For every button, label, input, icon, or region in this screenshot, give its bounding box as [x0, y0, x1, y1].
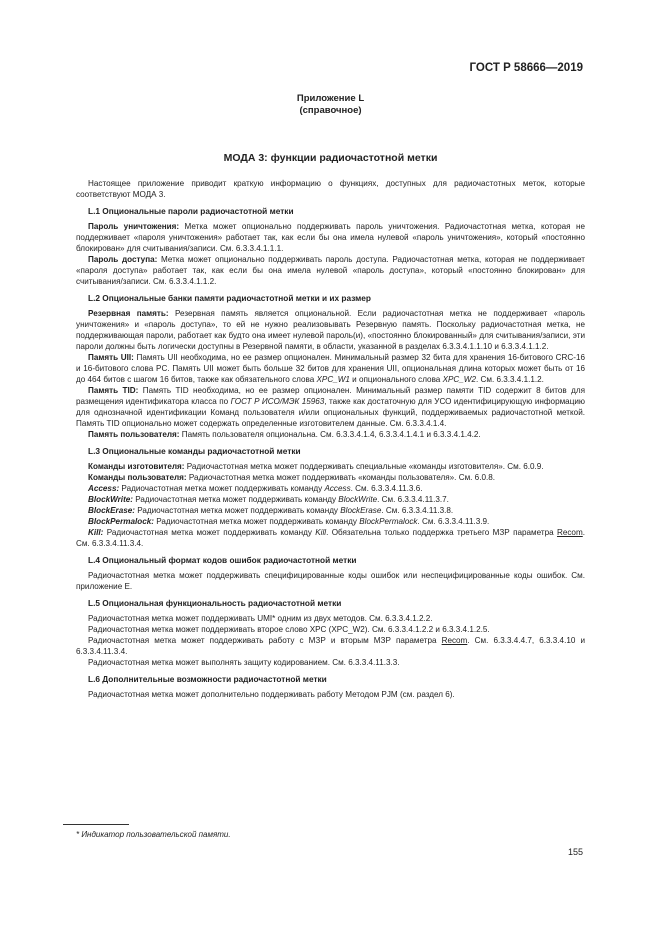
paragraph-text: Метка может опционально поддерживать пароль доступа. Радиочастотная метка, которая не поддерживает «пароля доступа» работает так, как если бы она имела нулевой «пароль доступа», который «постоянно блокирован» для считывания/записи. См. 6.3.3.4.1.1.2.	[76, 255, 585, 286]
term: Резервная память:	[88, 309, 169, 318]
term: Память UII:	[88, 353, 134, 362]
paragraph-text: . См. 6.3.3.4.11.3.6.	[350, 484, 423, 493]
paragraph-text: Радиочастотная метка может поддерживать работу с МЗР и вторым МЗР параметра	[88, 636, 442, 645]
section-heading-l1: L.1 Опциональные пароли радиочастотной метки	[88, 206, 294, 216]
section-heading-l2: L.2 Опциональные банки памяти радиочастотной метки и их размер	[88, 293, 371, 303]
command-term: BlockErase:	[88, 506, 135, 515]
document-body	[76, 178, 585, 700]
appendix-title: Приложение L	[296, 93, 365, 104]
standard-number: ГОСТ Р 58666—2019	[469, 62, 583, 74]
paragraph	[76, 505, 585, 516]
paragraph-text: . См. 6.3.3.4.11.3.9.	[417, 517, 490, 526]
paragraph-text: Память пользователя опциональна. См. 6.3.3.4.1.4, 6.3.3.4.1.4.1 и 6.3.3.4.1.4.2.	[179, 430, 481, 439]
term: Команды изготовителя:	[88, 462, 185, 471]
paragraph-text: . См. 6.3.3.4.11.3.4.	[76, 528, 585, 548]
field-name: XPC_W1	[316, 375, 350, 384]
term: Команды пользователя:	[88, 473, 187, 482]
paragraph	[76, 527, 585, 549]
term: Память пользователя:	[88, 430, 180, 439]
paragraph-text: , также как достаточную для УСО идентифицирующую информацию для однозначной идентификации Команд пользователя и/или опциональных функций, поддерживаемых радиочастотной меткой. Память TID опционально может содержать определенные изготовителем данные. См. 6.3.3.4.1.4.	[76, 397, 585, 428]
paragraph-text: и опционального слова	[349, 375, 443, 384]
appendix-type: (справочное)	[299, 105, 362, 116]
paragraph-text: . См. 6.3.3.4.1.1.2.	[476, 375, 544, 384]
paragraph	[76, 494, 585, 505]
paragraph	[76, 472, 585, 483]
paragraph-text: . См. 6.3.3.4.11.3.7.	[377, 495, 449, 504]
section-heading-l6: L.6 Дополнительные возможности радиочастотной метки	[88, 674, 327, 684]
paragraph-text: Память UII необходима, но ее размер опционален. Минимальный размер 32 бита для хранения 16-битового CRC-16 и 16-битового слова PC. Память UII может быть больше 32 битов для хранения UII, опциональная длина которых может быть от 16 до 464 битов с шагом 16 битов, также как обязательного слова	[76, 353, 585, 384]
paragraph	[76, 385, 585, 429]
command-name: BlockErase	[340, 506, 382, 515]
paragraph	[76, 461, 585, 472]
paragraph-text: Память TID необходима, но ее размер опционален. Минимальный размер памяти TID содержит 8 битов для размещения идентификатора класса по	[76, 386, 586, 406]
command-name: Access	[324, 484, 351, 493]
paragraph-text: . См. 6.3.3.4.4.7, 6.3.3.4.10 и 6.3.3.4.11.3.4.	[76, 636, 585, 656]
command-term: BlockPermalock:	[88, 517, 154, 526]
term: Пароль доступа:	[88, 255, 158, 264]
intro-paragraph: Настоящее приложение приводит краткую информацию о функциях, доступных для радиочастотных меток, которые соответствуют МОДА 3.	[76, 179, 585, 199]
page-title: МОДА 3: функции радиочастотной метки	[223, 152, 438, 164]
command-term: Access:	[88, 484, 120, 493]
paragraph-text: Радиочастотная метка может поддерживать команду	[133, 495, 339, 504]
command-term: Kill:	[88, 528, 104, 537]
paragraph-text: Метка может опционально поддерживать пароль уничтожения. Радиочастотная метка, которая не поддерживает «пароля уничтожения» работает так, как если бы она имела нулевой «пароль уничтожения», который «постоянно блокирован» для считывания/записи. См. 6.3.3.4.1.1.1.	[76, 222, 585, 253]
paragraph	[76, 483, 585, 494]
parameter-name: Recom	[556, 528, 583, 537]
paragraph	[76, 254, 585, 287]
paragraph: Радиочастотная метка может дополнительно поддерживать работу Методом PJM (см. раздел 6).	[88, 690, 455, 699]
paragraph: Радиочастотная метка может поддерживать UMI* одним из двух методов. См. 6.3.3.4.1.2.2.	[88, 614, 433, 623]
paragraph-text: Радиочастотная метка может поддерживать команду	[103, 528, 316, 537]
paragraph-text: Радиочастотная метка может поддерживать команду	[134, 506, 341, 515]
section-heading-l3: L.3 Опциональные команды радиочастотной метки	[88, 446, 301, 456]
paragraph: Радиочастотная метка может выполнять защиту кодированием. См. 6.3.3.4.11.3.3.	[88, 658, 400, 667]
command-name: BlockPermalock	[359, 517, 418, 526]
appendix-label	[0, 93, 661, 117]
paragraph	[76, 221, 585, 254]
footnote: * Индикатор пользовательской памяти.	[76, 830, 231, 839]
parameter-name: Recom	[441, 636, 468, 645]
command-name: Kill	[315, 528, 327, 537]
paragraph-text: Радиочастотная метка может поддерживать специальные «команды изготовителя». См. 6.0.9.	[184, 462, 544, 471]
term: Память TID:	[88, 386, 139, 395]
field-name: XPC_W2	[442, 375, 476, 384]
paragraph-text: Радиочастотная метка может поддерживать команду	[119, 484, 325, 493]
command-term: BlockWrite:	[88, 495, 133, 504]
footnote-separator	[63, 824, 129, 825]
standard-reference: ГОСТ Р ИСО/МЭК 15963	[230, 397, 325, 406]
paragraph	[76, 352, 585, 385]
paragraph	[76, 516, 585, 527]
paragraph: Радиочастотная метка может поддерживать специфицированные коды ошибок или неспецифицированные коды ошибок. См. приложение Е.	[76, 571, 585, 591]
paragraph: Радиочастотная метка может поддерживать второе слово XPC (XPC_W2). См. 6.3.3.4.1.2.2 и 6.3.3.4.1.2.5.	[88, 625, 490, 634]
section-heading-l4: L.4 Опциональный формат кодов ошибок радиочастотной метки	[88, 555, 357, 565]
page-number: 155	[567, 847, 583, 857]
paragraph-text: Радиочастотная метка может поддерживать команду	[153, 517, 360, 526]
section-heading-l5: L.5 Опциональная функциональность радиочастотной метки	[88, 598, 342, 608]
command-name: BlockWrite	[338, 495, 378, 504]
paragraph-text: . См. 6.3.3.4.11.3.8.	[381, 506, 454, 515]
paragraph-text: Резервная память является опциональной. Если радиочастотная метка не поддерживает «пароль уничтожения» и «пароль доступа», то ей не нужно реализовывать Резервную память. Поскольку радиочастотная метка, не поддерживающая пароли, работает как будто она имеет нулевой пароль(и), «постоянно блокированный» для считывания/записи, эти пароли должны быть логически доступны в Резервной памяти, в области, указанной в разделах 6.3.3.4.1.1.10 и 6.3.3.4.1.1.2.	[76, 309, 585, 351]
paragraph-text: . Обязательна только поддержка третьего МЗР параметра	[326, 528, 557, 537]
paragraph	[76, 429, 585, 440]
paragraph	[76, 635, 585, 657]
paragraph-text: Радиочастотная метка может поддерживать «команды пользователя». См. 6.0.8.	[186, 473, 495, 482]
term: Пароль уничтожения:	[88, 222, 180, 231]
paragraph	[76, 308, 585, 352]
